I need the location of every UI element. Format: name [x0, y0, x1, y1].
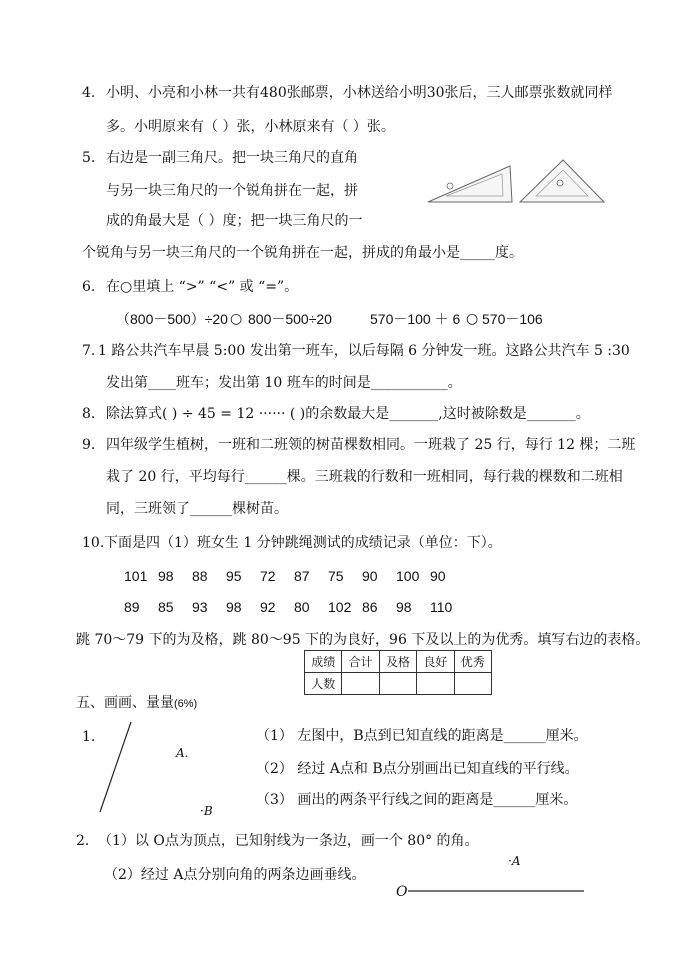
set-squares-figure [420, 140, 610, 220]
score-row-1 [124, 567, 464, 585]
score-value: 101 [124, 568, 148, 584]
score-value: 89 [124, 599, 140, 615]
score-row-2 [124, 598, 464, 616]
q8-line1: 除法算式( ) ÷ 45 = 12 ······ ( )的余数最大是_______,这时被除数是_______。 [106, 406, 590, 422]
q4-line2: 多。小明原来有（ ）张，小林原来有（ ）张。 [106, 119, 395, 135]
score-value: 93 [192, 599, 208, 615]
answer-cell-total[interactable] [342, 673, 379, 695]
score-value: 90 [430, 568, 446, 584]
table-header-cell: 优秀 [454, 651, 491, 673]
table-row [305, 651, 492, 673]
q9-line1: 四年级学生植树，一班和二班领的树苗棵数相同。一班栽了 25 行，每行 12 棵；二班 [106, 437, 636, 453]
section5-title [76, 694, 197, 713]
score-value: 95 [226, 568, 242, 584]
table-header-cell: 合计 [342, 651, 379, 673]
section5-title-text: 五、画画、量量 [76, 695, 174, 711]
q6-expr2-left: 570－100 ＋ 6 [370, 311, 461, 327]
q8-number: 8. [82, 406, 96, 422]
answer-cell-excellent[interactable] [454, 673, 491, 695]
ruler-hole [447, 183, 453, 189]
q6-number: 6. [82, 279, 96, 295]
q7-number: 7. [82, 343, 96, 359]
section5-percent: (6%) [174, 698, 198, 710]
table-row-label: 人数 [305, 673, 342, 695]
score-value: 72 [260, 568, 276, 584]
compare-circle-2[interactable]: ○ [466, 311, 479, 327]
p2-line1: （1）以 O点为顶点，已知射线为一条边，画一个 80° 的角。 [98, 833, 479, 849]
p1-item3: （3） 画出的两条平行线之间的距离是______厘米。 [256, 792, 578, 808]
score-value: 98 [226, 599, 242, 615]
q6-expr1-right: 800－500÷20 [248, 311, 332, 327]
score-value: 75 [328, 568, 344, 584]
score-value: 80 [294, 599, 310, 615]
score-value: 88 [192, 568, 208, 584]
given-ray-figure [408, 888, 588, 894]
table-header-cell: 良好 [417, 651, 454, 673]
q6-expr2-right: 570－106 [482, 311, 543, 327]
p1-number: 1. [82, 729, 96, 745]
p2-number: 2. [76, 833, 90, 849]
q5-line2: 与另一块三角尺的一个锐角拼在一起，拼 [106, 183, 358, 199]
q5-line3: 成的角最大是（ ）度；把一块三角尺的一 [106, 213, 363, 229]
q5-number: 5. [82, 150, 96, 166]
right-triangle-ruler [428, 166, 512, 202]
p2-point-a-label: ·A [508, 854, 521, 868]
q9-number: 9. [82, 437, 96, 453]
q10-number: 10. [82, 535, 105, 551]
point-a-label: A. [176, 746, 189, 760]
p2-line2: （2）经过 A点分别向角的两条边画垂线。 [104, 867, 366, 883]
q7-line2: 发出第____班车；发出第 10 班车的时间是___________。 [106, 375, 462, 391]
q6-prompt: 在○里填上 “>” “<” 或 “=”。 [106, 279, 299, 295]
table-header-cell: 及格 [379, 651, 416, 673]
q10-rule: 跳 70～79 下的为及格，跳 80～95 下的为良好，96 下及以上的为优秀。填写右边的表格。 [76, 632, 650, 648]
point-b-label: ·B [200, 804, 213, 818]
given-line [100, 722, 131, 812]
score-value: 102 [328, 599, 352, 615]
score-value: 87 [294, 568, 310, 584]
answer-cell-good[interactable] [417, 673, 454, 695]
q4-line1: 小明、小亮和小林一共有480张邮票，小林送给小明30张后，三人邮票张数就同样 [106, 85, 613, 101]
p1-item1: （1） 左图中，B点到已知直线的距离是______厘米。 [256, 728, 588, 744]
score-value: 92 [260, 599, 276, 615]
answer-cell-pass[interactable] [379, 673, 416, 695]
score-value: 100 [396, 568, 420, 584]
score-value: 98 [396, 599, 412, 615]
given-line-figure [95, 718, 135, 818]
q5-line4: 个锐角与另一块三角尺的一个锐角拼在一起，拼成的角最小是_____度。 [82, 245, 523, 261]
score-value: 98 [158, 568, 174, 584]
q6-expr1-left: （800－500）÷20 [116, 311, 228, 327]
q10-prompt: 下面是四（1）班女生 1 分钟跳绳测试的成绩记录（单位：下）。 [104, 535, 502, 551]
table-row [305, 673, 492, 695]
score-table [304, 650, 492, 695]
score-value: 90 [362, 568, 378, 584]
q9-line3: 同，三班领了______棵树苗。 [106, 501, 288, 517]
q5-line1: 右边是一副三角尺。把一块三角尺的直角 [106, 150, 358, 166]
q4-number: 4. [82, 85, 96, 101]
q7-line1: 1 路公共汽车早晨 5:00 发出第一班车，以后每隔 6 分钟发一班。这路公共汽车 5 :30 [98, 343, 630, 359]
point-o-label: O [396, 884, 408, 900]
q9-line2: 栽了 20 行，平均每行______棵。三班栽的行数和一班相同，每行栽的棵数和二班相 [106, 469, 623, 485]
compare-circle-1[interactable]: ○ [230, 311, 243, 327]
score-value: 85 [158, 599, 174, 615]
score-value: 110 [430, 599, 453, 615]
table-header-cell: 成绩 [305, 651, 342, 673]
p1-item2: （2） 经过 A点和 B点分别画出已知直线的平行线。 [256, 761, 579, 777]
score-value: 86 [362, 599, 378, 615]
